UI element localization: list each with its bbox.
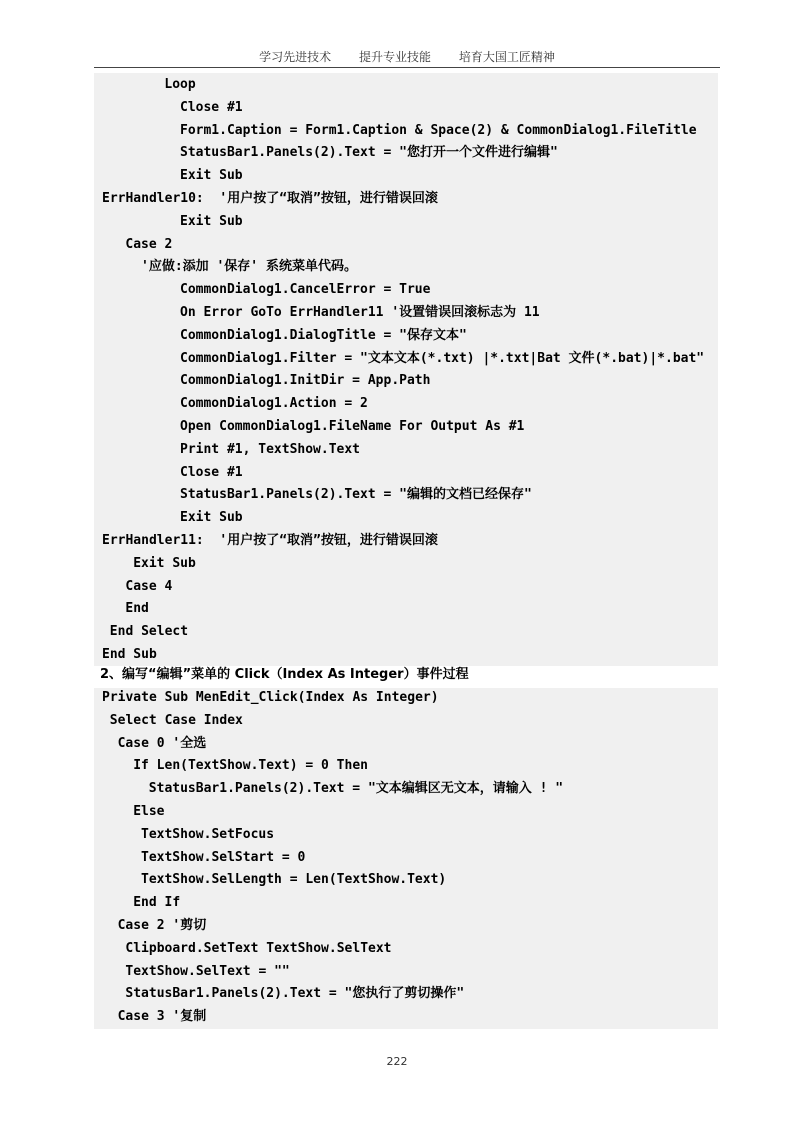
code-line: TextShow.SetFocus <box>141 826 275 842</box>
code-block-2 <box>94 688 718 1029</box>
code-line: Close #1 <box>180 99 243 115</box>
code-line: On Error GoTo ErrHandler11 '设置错误回滚标志为 11 <box>180 305 540 320</box>
code-block-1 <box>94 73 718 666</box>
code-line: End Select <box>109 624 189 640</box>
code-line: End Sub <box>102 647 157 662</box>
code-line: Exit Sub <box>180 168 243 184</box>
code-line: StatusBar1.Panels(2).Text = "编辑的文档已经保存" <box>180 487 532 503</box>
header-slogan-2: 提升专业技能 <box>358 50 431 64</box>
code-line: ErrHandler10: '用户按了“取消”按钮，进行错误回滚 <box>102 191 438 206</box>
code-line: Case 2 '剪切 <box>117 918 207 933</box>
code-line: ErrHandler11: '用户按了“取消”按钮，进行错误回滚 <box>102 533 438 548</box>
code-line: Private Sub MenEdit_Click(Index As Integer) <box>102 690 439 705</box>
code-line: CommonDialog1.Action = 2 <box>180 396 368 412</box>
code-line: CommonDialog1.DialogTitle = "保存文本" <box>180 327 467 343</box>
code-line: Exit Sub <box>133 555 196 571</box>
code-line: Case 2 <box>125 236 173 252</box>
code-line: If Len(TextShow.Text) = 0 Then <box>133 758 368 774</box>
code-line: End If <box>133 895 181 911</box>
code-line: TextShow.SelStart = 0 <box>141 849 306 865</box>
code-line: CommonDialog1.Filter = "文本文本(*.txt) |*.txt|Bat 文件(*.bat)|*.bat" <box>180 350 705 366</box>
code-line: StatusBar1.Panels(2).Text = "文本编辑区无文本，请输入 ! " <box>148 781 564 797</box>
code-line: Select Case Index <box>109 712 243 728</box>
code-line: TextShow.SelLength = Len(TextShow.Text) <box>141 872 447 888</box>
code-line: Case 3 '复制 <box>117 1009 207 1025</box>
code-line: Exit Sub <box>180 510 243 526</box>
code-line: CommonDialog1.CancelError = True <box>180 282 431 298</box>
code-line: '应做:添加 '保存' 系统菜单代码。 <box>141 259 357 275</box>
code-line: End <box>125 601 149 617</box>
code-line: StatusBar1.Panels(2).Text = "您执行了剪切操作" <box>125 986 465 1002</box>
code-line: Clipboard.SetText TextShow.SelText <box>125 940 392 956</box>
header-slogan-3: 培育大国工匠精神 <box>458 50 555 64</box>
page-number: 222 <box>386 1055 408 1068</box>
code-line: CommonDialog1.InitDir = App.Path <box>180 373 431 389</box>
code-line: Exit Sub <box>180 213 243 229</box>
code-line: Case 0 '全选 <box>117 735 207 751</box>
code-line: Else <box>133 804 165 819</box>
code-line: TextShow.SelText = "" <box>125 963 290 979</box>
code-line: StatusBar1.Panels(2).Text = "您打开一个文件进行编辑" <box>180 145 558 161</box>
page-header <box>94 47 720 67</box>
header-slogan-1: 学习先进技术 <box>259 50 332 64</box>
code-line: Form1.Caption = Form1.Caption & Space(2) & CommonDialog1.FileTitle <box>180 122 697 138</box>
code-line: Case 4 <box>125 578 173 594</box>
code-line: Loop <box>164 77 196 92</box>
header-rule <box>94 67 720 68</box>
section-heading: 2、编写“编辑”菜单的 Click（Index As Integer）事件过程 <box>100 667 469 682</box>
code-line: Print #1, TextShow.Text <box>180 441 361 457</box>
code-line: Open CommonDialog1.FileName For Output As #1 <box>180 419 525 434</box>
code-line: Close #1 <box>180 464 243 480</box>
